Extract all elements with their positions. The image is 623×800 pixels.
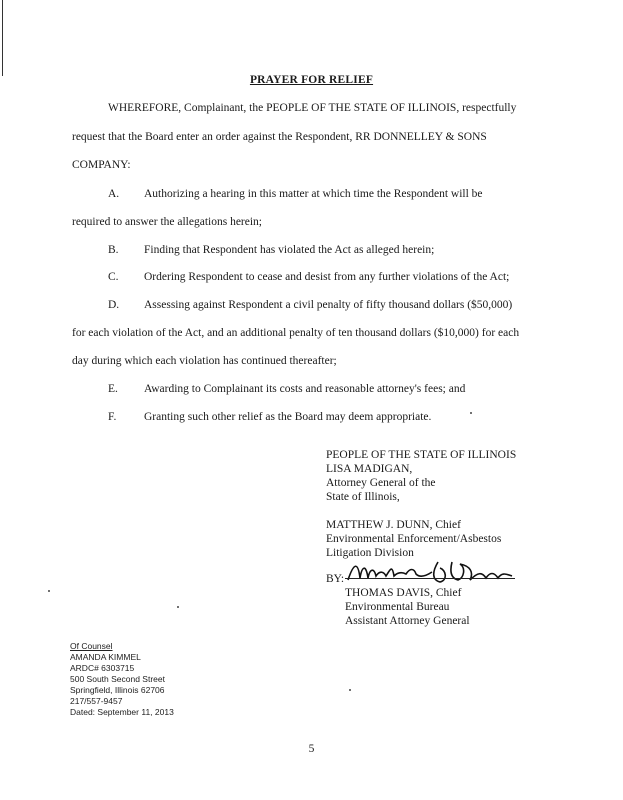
item-c-line-1: Ordering Respondent to cease and desist from any further violations of the Act; [144, 271, 510, 283]
sig-enforcement-line: Environmental Enforcement/Asbestos [326, 533, 502, 545]
handwritten-signature [340, 558, 520, 588]
counsel-name: AMANDA KIMMEL [70, 652, 141, 662]
item-f-letter: F. [108, 411, 117, 423]
item-f-line-1: Granting such other relief as the Board may deem appropriate. [144, 411, 432, 423]
intro-line-1: WHEREFORE, Complainant, the PEOPLE OF THE STATE OF ILLINOIS, respectfully [108, 102, 517, 114]
sig-assistant-line: Assistant Attorney General [345, 615, 470, 627]
sig-attorney-general-line: Attorney General of the [326, 477, 436, 489]
sig-state-line: State of Illinois, [326, 491, 400, 503]
counsel-date: Dated: September 11, 2013 [70, 707, 174, 717]
scan-speck [48, 590, 50, 592]
item-e-letter: E. [108, 383, 118, 395]
counsel-address-2: Springfield, Illinois 62706 [70, 685, 165, 695]
counsel-heading: Of Counsel [70, 641, 113, 651]
sig-madigan-line: LISA MADIGAN, [326, 463, 413, 475]
sig-dunn-line: MATTHEW J. DUNN, Chief [326, 519, 461, 531]
sig-bureau-line: Environmental Bureau [345, 601, 450, 613]
item-a-line-2: required to answer the allegations herein; [72, 216, 262, 228]
sig-people-line: PEOPLE OF THE STATE OF ILLINOIS [326, 449, 517, 461]
item-a-line-1: Authorizing a hearing in this matter at which time the Respondent will be [144, 188, 483, 200]
counsel-address-1: 500 South Second Street [70, 674, 165, 684]
sig-by-label: BY: [326, 573, 345, 585]
item-a-letter: A. [108, 188, 120, 200]
scan-speck [349, 689, 351, 691]
intro-line-2: request that the Board enter an order against the Respondent, RR DONNELLEY & SONS [72, 131, 487, 143]
section-title: PRAYER FOR RELIEF [249, 74, 374, 86]
item-d-letter: D. [108, 299, 120, 311]
intro-line-3: COMPANY: [72, 159, 131, 171]
item-d-line-2: for each violation of the Act, and an additional penalty of ten thousand dollars ($10,000) for each [72, 327, 520, 339]
item-e-line-1: Awarding to Complainant its costs and reasonable attorney's fees; and [144, 383, 466, 395]
scan-speck [470, 412, 472, 414]
item-d-line-3: day during which each violation has continued thereafter; [72, 355, 337, 367]
item-b-line-1: Finding that Respondent has violated the Act as alleged herein; [144, 244, 435, 256]
signature-line [345, 578, 515, 579]
page-number: 5 [308, 743, 315, 755]
item-b-letter: B. [108, 244, 119, 256]
sig-litigation-line: Litigation Division [326, 547, 414, 559]
scan-edge-line [2, 0, 3, 76]
sig-davis-line: THOMAS DAVIS, Chief [345, 587, 462, 599]
counsel-ardc: ARDC# 6303715 [70, 663, 135, 673]
scan-speck [177, 606, 179, 608]
item-d-line-1: Assessing against Respondent a civil penalty of fifty thousand dollars ($50,000) [144, 299, 513, 311]
item-c-letter: C. [108, 271, 119, 283]
counsel-phone: 217/557-9457 [70, 696, 123, 706]
